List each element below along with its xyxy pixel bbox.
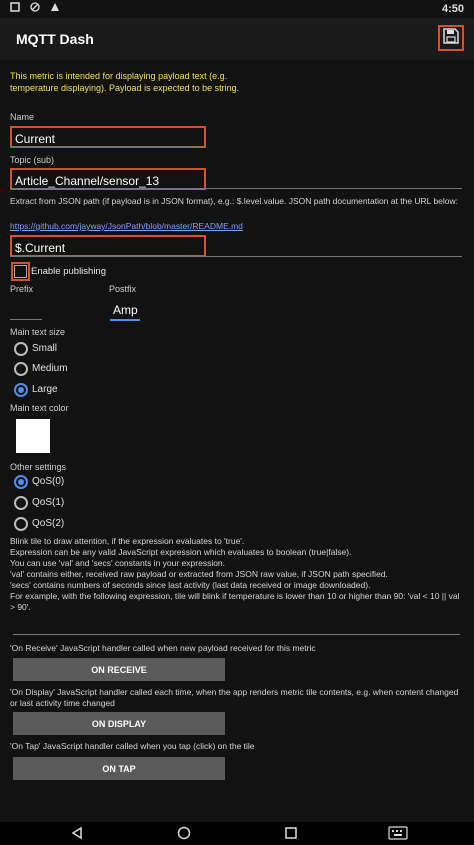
topic-input[interactable]: Article_Channel/sensor_13 — [10, 168, 206, 190]
qos1-radio[interactable] — [14, 496, 28, 510]
size-small-radio[interactable] — [14, 342, 28, 356]
on-tap-button[interactable]: ON TAP — [13, 757, 225, 780]
on-receive-button[interactable]: ON RECEIVE — [13, 658, 225, 681]
blink-description — [10, 536, 466, 613]
blink-desc-line: You can use 'val' and 'secs' constants in your expression. — [10, 558, 226, 568]
metric-settings-form — [0, 60, 474, 822]
blink-desc-line: 'val' contains either, received raw payload or extracted from JSON raw value, if JSON path specified. — [10, 569, 388, 579]
prefix-input[interactable] — [10, 302, 42, 318]
do-not-disturb-icon — [30, 2, 40, 15]
blink-expression-input[interactable] — [13, 634, 460, 635]
home-icon[interactable] — [177, 826, 191, 845]
on-display-button[interactable]: ON DISPLAY — [13, 712, 225, 735]
navigation-bar — [0, 822, 474, 844]
json-path-input[interactable]: $.Current — [10, 235, 206, 257]
recents-icon[interactable] — [284, 826, 298, 845]
size-medium-radio[interactable] — [14, 362, 28, 376]
qos1-label: QoS(1) — [32, 497, 65, 508]
app-title: MQTT Dash — [16, 31, 94, 47]
keyboard-icon[interactable] — [388, 826, 408, 845]
name-input[interactable]: Current — [10, 126, 206, 148]
size-medium-label: Medium — [32, 363, 68, 374]
postfix-input[interactable]: Amp — [113, 303, 138, 317]
other-settings-label: Other settings — [10, 462, 67, 472]
app-bar — [0, 18, 474, 61]
size-large-radio[interactable] — [14, 383, 28, 397]
name-label: Name — [10, 112, 35, 122]
save-button[interactable] — [438, 25, 464, 51]
main-text-size-label: Main text size — [10, 327, 66, 337]
status-time: 4:50 — [441, 3, 464, 15]
enable-publishing-checkbox[interactable] — [14, 265, 27, 278]
qos0-radio[interactable] — [14, 475, 28, 489]
enable-publishing-label: Enable publishing — [31, 266, 107, 277]
intro-text: This metric is intended for displaying payload text (e.g. temperature displaying). Payload is expected to be string. — [10, 71, 240, 93]
on-receive-description: 'On Receive' JavaScript handler called when new payload received for this metric — [10, 643, 316, 653]
qos2-label: QoS(2) — [32, 518, 65, 529]
topic-underline — [10, 188, 462, 189]
qos0-label: QoS(0) — [32, 476, 65, 487]
save-icon — [443, 28, 459, 49]
status-bar — [0, 0, 474, 18]
on-tap-description: 'On Tap' JavaScript handler called when you tap (click) on the tile — [10, 741, 255, 751]
prefix-label: Prefix — [10, 284, 34, 294]
main-text-color-swatch[interactable] — [16, 419, 50, 453]
blink-desc-line: 'secs' contains numbers of seconds since last activity (last data received or image downloaded). — [10, 580, 371, 590]
postfix-label: Postfix — [109, 284, 137, 294]
blink-desc-line: Expression can be any valid JavaScript expression which evaluates to boolean (true|false). — [10, 547, 352, 557]
blink-desc-line: For example, with the following expression, tile will blink if temperature is lower than 10 or higher than 90: 'val < 10 || val > 90'. — [10, 591, 460, 612]
back-icon[interactable] — [70, 826, 84, 845]
notification-icon — [10, 2, 20, 15]
size-small-label: Small — [32, 343, 58, 354]
postfix-underline — [110, 319, 140, 321]
blink-desc-line: Blink tile to draw attention, if the expression evaluates to 'true'. — [10, 536, 245, 546]
topic-label: Topic (sub) — [10, 155, 55, 165]
size-large-label: Large — [32, 384, 58, 395]
json-path-doc-link[interactable]: https://github.com/jayway/JsonPath/blob/master/README.md — [10, 221, 243, 231]
json-path-underline — [10, 256, 462, 257]
qos2-radio[interactable] — [14, 517, 28, 531]
alert-icon — [50, 2, 60, 15]
prefix-underline — [10, 319, 42, 320]
name-underline — [10, 146, 200, 147]
json-path-description: Extract from JSON path (if payload is in JSON format), e.g.: $.level.value. JSON path documentation at the URL below: — [10, 196, 459, 206]
on-display-description: 'On Display' JavaScript handler called each time, when the app renders metric tile contents, e.g. when content changed or last activity time changed — [10, 687, 459, 708]
main-text-color-label: Main text color — [10, 403, 69, 413]
